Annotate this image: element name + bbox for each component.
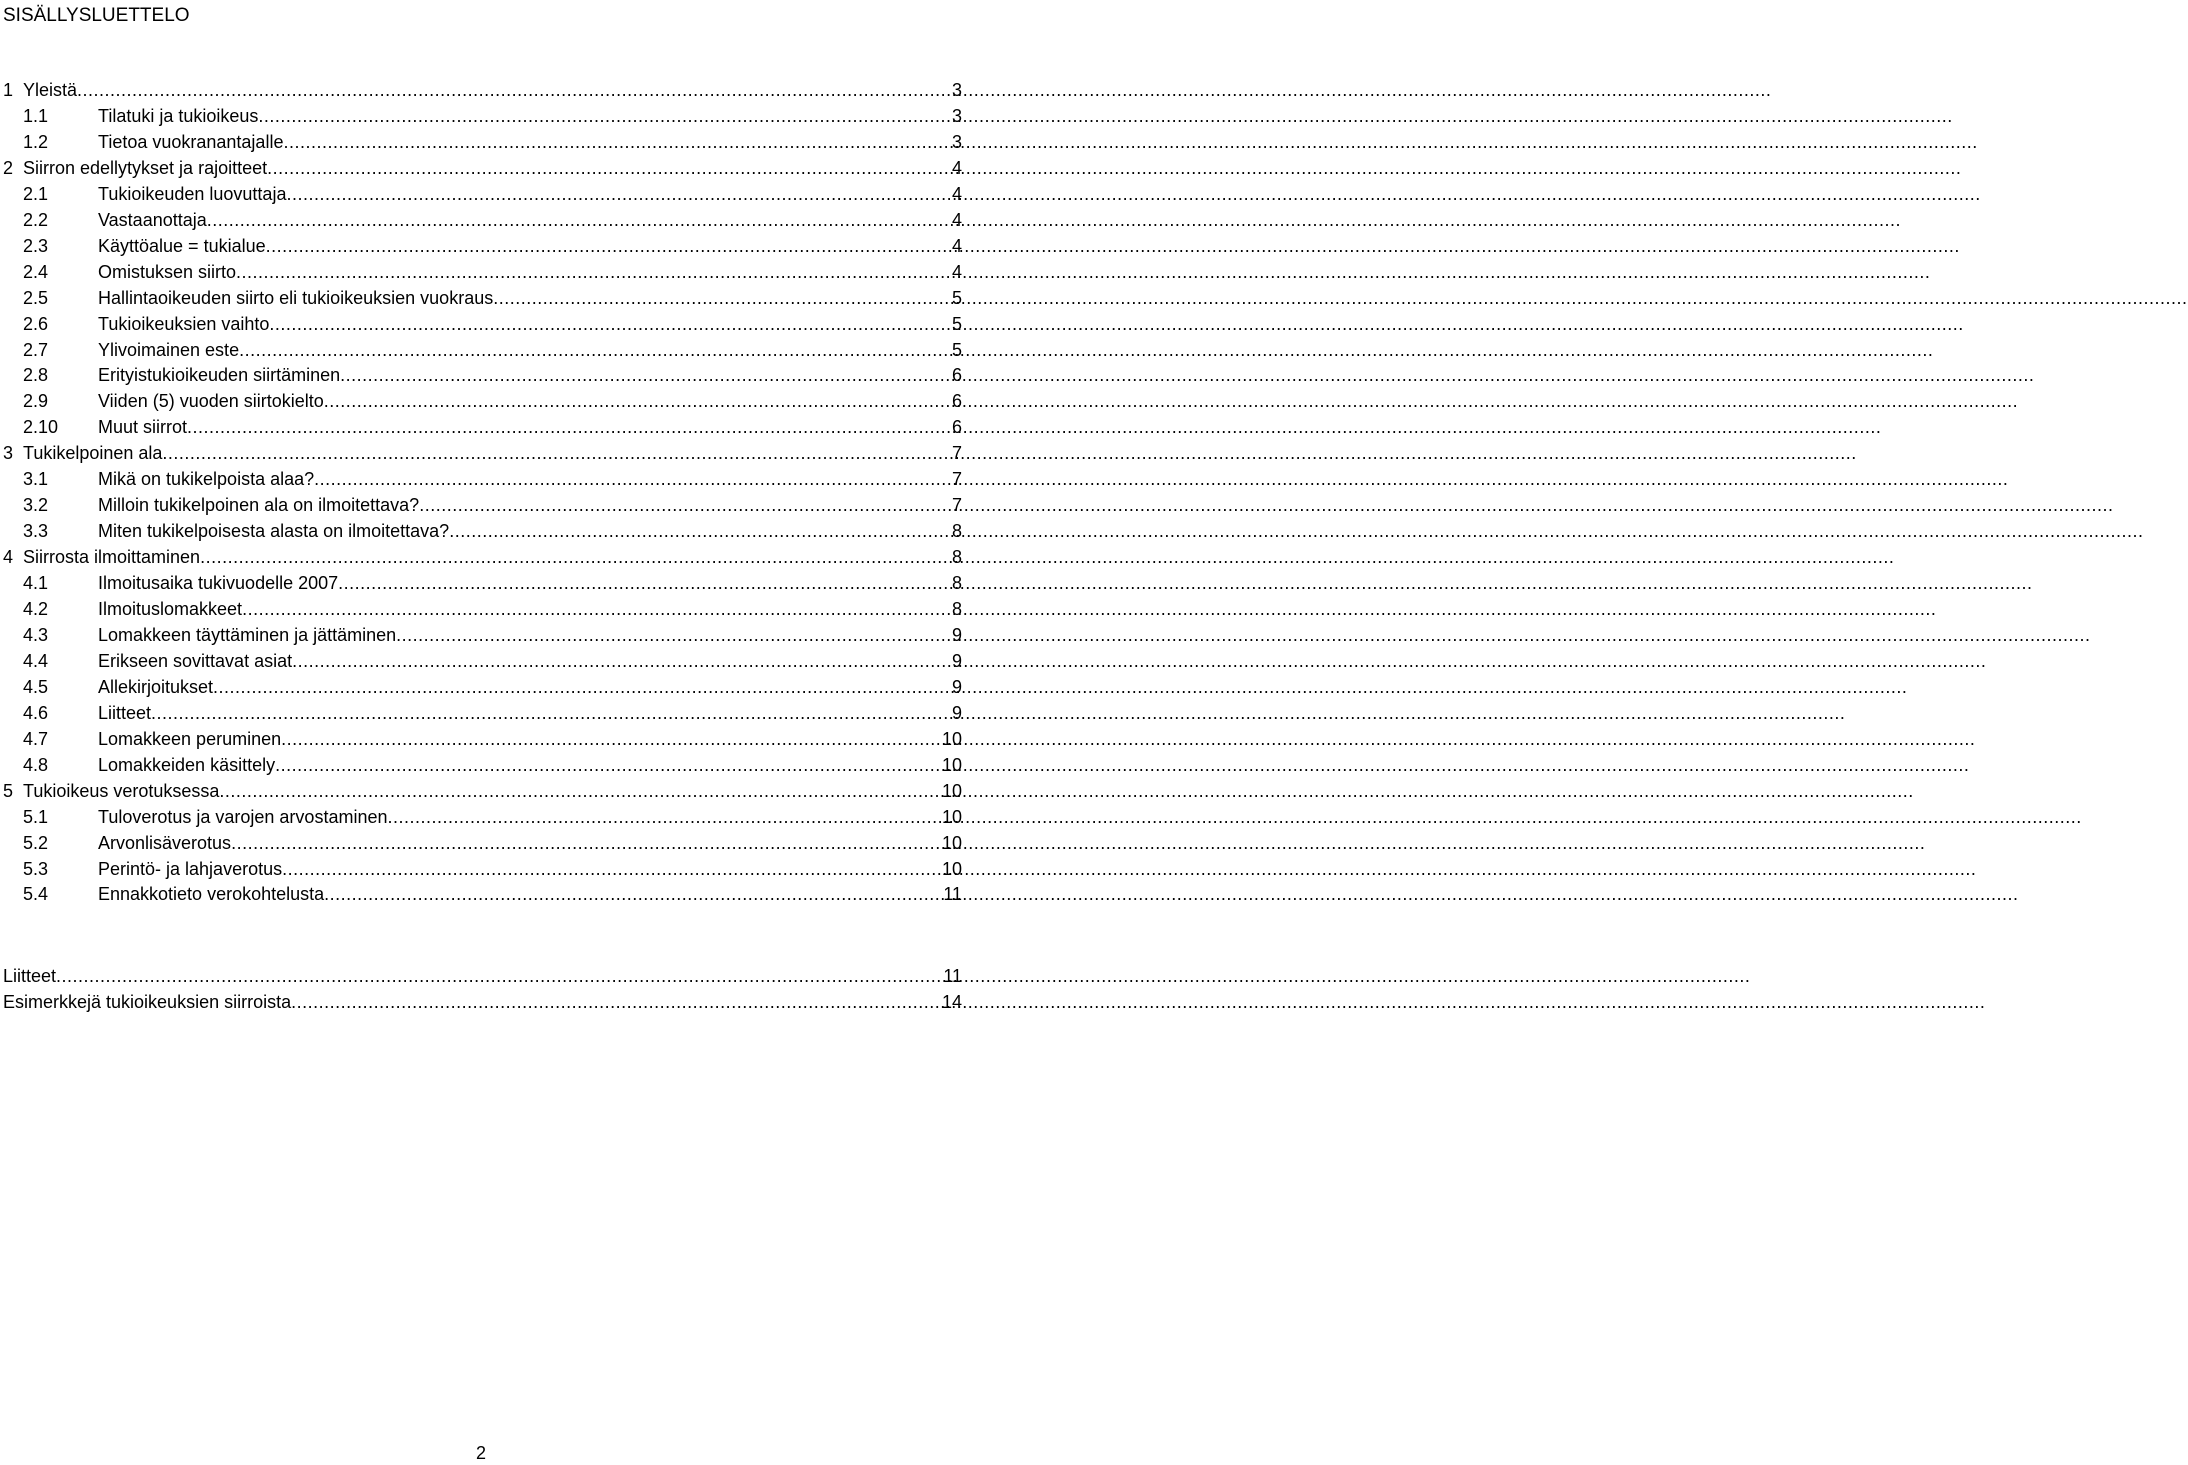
toc-entry-label: Liitteet [98,702,152,723]
toc-entry-label: Lomakkeen peruminen [98,728,282,749]
toc-entry-page: 5 [951,287,962,308]
toc-entry-page: 10 [941,858,962,879]
toc-entry[interactable] [0,233,962,259]
toc-entry-label: Perintö- ja lahjaverotus [98,858,283,879]
toc-entry-page: 4 [951,209,962,230]
dot-leader [282,856,941,882]
toc-entry-label: Siirron edellytykset ja rajoitteet [23,157,268,178]
toc-entry-label: Vastaanottaja [98,209,207,230]
dot-leader [449,518,951,544]
appendix-entry[interactable] [0,989,962,1015]
toc-entry-label: Käyttöalue = tukialue [98,235,266,256]
toc-entry[interactable] [0,648,962,674]
toc-entry-number: 3.3 [23,521,49,542]
dot-leader [387,804,940,830]
toc-entry-label: Ilmoitusaika tukivuodelle 2007 [98,573,339,594]
toc-entry-number: 4.8 [23,754,49,775]
toc-entry-page: 4 [951,235,962,256]
toc-entry-page: 10 [941,780,962,801]
toc-entry-number: 2 [3,157,14,178]
toc-entry-page: 3 [951,131,962,152]
toc-entry-number: 2.8 [23,365,49,386]
toc-entry-page: 7 [951,443,962,464]
toc-entry-number: 5.1 [23,806,49,827]
dot-leader [396,622,951,648]
dot-leader [77,77,951,103]
toc-entry-page: 6 [951,391,962,412]
toc-entry-number: 2.1 [23,183,49,204]
dot-leader [242,596,951,622]
dot-leader [187,414,951,440]
toc-entry-label: Mikä on tukikelpoista alaa? [98,469,315,490]
toc-entry-label: Lomakkeen täyttäminen ja jättäminen [98,624,397,645]
toc-entry-page: 9 [951,624,962,645]
dot-leader [200,544,951,570]
toc-entry-label: Siirrosta ilmoittaminen [23,547,201,568]
toc-entry-number: 2.2 [23,209,49,230]
toc-entry-page: 5 [951,313,962,334]
toc-entry-label: Tukioikeuden luovuttaja [98,183,287,204]
toc-entry-label: Tukioikeus verotuksessa [23,780,220,801]
toc-entry[interactable] [0,674,962,700]
toc-entry-page: 11 [943,884,962,905]
toc-entry-label: Arvonlisäverotus [98,832,232,853]
toc-entry-label: Erikseen sovittavat asiat [98,650,293,671]
dot-leader [324,388,951,414]
toc-entry[interactable] [0,466,962,492]
toc-entry-page: 10 [941,832,962,853]
toc-entry[interactable] [0,207,962,233]
toc-entry-label: Tietoa vuokranantajalle [98,131,284,152]
toc-entry[interactable] [0,155,962,181]
toc-entry[interactable] [0,181,962,207]
toc-entry-number: 4 [3,547,14,568]
toc-entry[interactable] [0,337,962,363]
toc-entry-label: Ilmoituslomakkeet [98,599,243,619]
toc-entry-number: 4.7 [23,728,49,749]
dot-leader [269,311,951,337]
toc-entry-page: 4 [951,261,962,282]
toc-entry[interactable] [0,440,962,466]
toc-entry-page: 10 [941,806,962,827]
dot-leader [236,259,951,285]
toc-entry-number: 5.3 [23,858,49,879]
dot-leader [338,570,951,596]
toc-entry-number: 4.3 [23,624,49,645]
toc-entry-label: Miten tukikelpoisesta alasta on ilmoitettava? [98,521,450,542]
dot-leader [275,752,941,778]
toc-entry-number: 4.2 [23,599,49,619]
toc-entry[interactable] [0,726,962,752]
toc-entry-number: 5 [3,780,14,801]
toc-entry[interactable] [0,881,962,907]
toc-entry[interactable] [0,570,962,596]
dot-leader [207,207,951,233]
page-number: 2 [475,1443,486,1463]
toc-entry-label: Ylivoimainen este [98,339,240,360]
toc-entry-number: 3 [3,443,14,464]
dot-leader [219,778,941,804]
toc-entry[interactable] [0,778,962,804]
toc-entry-page: 9 [951,676,962,697]
toc-entry-page: 9 [951,650,962,671]
toc-entry-page: 7 [951,495,962,516]
toc-entry-number: 5.2 [23,832,49,853]
toc-entry-number: 2.7 [23,339,49,360]
dot-leader [340,362,951,388]
toc-entry-label: Milloin tukikelpoinen ala on ilmoitettava? [98,495,420,516]
toc-entry-number: 4.6 [23,702,49,723]
toc-entry-label: Tukikelpoinen ala [23,443,163,464]
toc-entry[interactable] [0,388,962,414]
toc-entry-label: Allekirjoitukset [98,676,214,697]
toc-entry-page: 3 [951,105,962,126]
toc-entry-label: Lomakkeiden käsittely [98,754,276,775]
toc-entry[interactable] [0,285,962,311]
toc-entry-number: 2.3 [23,235,49,256]
toc-entry[interactable] [0,544,962,570]
toc-entry-page: 8 [951,599,962,619]
toc-entry[interactable] [0,752,962,778]
toc-entry-page: 8 [951,547,962,568]
dot-leader [493,285,951,311]
toc-entry-label: Yleistä [23,80,78,100]
toc-entry-number: 1 [3,80,14,100]
appendix-entry-label: Liitteet [3,966,57,986]
toc-entry-label: Tukioikeuksien vaihto [98,313,270,334]
dot-leader [213,674,951,700]
toc-entry-number: 2.6 [23,313,49,334]
toc-entry-number: 2.9 [23,391,49,412]
appendix-entry[interactable] [0,963,962,989]
toc-entry-page: 8 [951,521,962,542]
toc-entry-label: Ennakkotieto verokohtelusta [98,884,325,905]
toc-entry-number: 5.4 [23,884,49,905]
toc-entry-number: 3.2 [23,495,49,516]
dot-leader [231,830,941,856]
toc-entry-number: 1.2 [23,131,49,152]
toc-entry-page: 7 [951,469,962,490]
toc-entry-label: Tuloverotus ja varojen arvostaminen [98,806,388,827]
toc-entry-number: 4.5 [23,676,49,697]
appendix-entry-label: Esimerkkejä tukioikeuksien siirroista [3,991,292,1012]
dot-leader [286,181,951,207]
dot-leader [267,155,951,181]
dot-leader [281,726,941,752]
toc-entry-page: 6 [951,417,962,438]
toc-entry[interactable] [0,129,962,155]
toc-entry[interactable] [0,622,962,648]
dot-leader [266,233,951,259]
toc-entry-page: 3 [951,80,962,100]
dot-leader [283,129,951,155]
appendix-entry-page: 11 [943,966,962,986]
toc-entry-page: 10 [941,754,962,775]
toc-entry-page: 4 [951,157,962,178]
dot-leader [292,648,951,674]
toc-entry[interactable] [0,830,962,856]
toc-entry-page: 5 [951,339,962,360]
toc-entry-number: 4.1 [23,573,49,594]
toc-entry-label: Viiden (5) vuoden siirtokielto [98,391,324,412]
toc-entry[interactable] [0,804,962,830]
toc-entry-number: 4.4 [23,650,49,671]
toc-entry-number: 3.1 [23,469,49,490]
document-title: SISÄLLYSLUETTELO [3,5,190,26]
dot-leader [258,103,951,129]
toc-entry-number: 2.5 [23,287,49,308]
toc-entry-label: Erityistukioikeuden siirtäminen [98,365,341,386]
toc-entry[interactable] [0,77,962,103]
toc-entry[interactable] [0,414,962,440]
dot-leader [324,881,942,907]
toc-entry-number: 2.4 [23,261,49,282]
toc-entry-page: 4 [951,183,962,204]
toc-entry-label: Tilatuki ja tukioikeus [98,105,259,126]
dot-leader [419,492,951,518]
dot-leader [151,700,951,726]
toc-entry-page: 8 [951,573,962,594]
toc-entry-page: 10 [941,728,962,749]
toc-entry-label: Hallintaoikeuden siirto eli tukioikeuksien vuokraus [98,287,494,308]
dot-leader [314,466,951,492]
toc-entry-page: 9 [951,702,962,723]
toc-entry[interactable] [0,596,962,622]
toc-entry[interactable] [0,362,962,388]
toc-entry[interactable] [0,518,962,544]
toc-entry[interactable] [0,856,962,882]
toc-entry-number: 2.10 [23,417,59,438]
toc-entry[interactable] [0,103,962,129]
dot-leader [56,963,942,989]
toc-entry[interactable] [0,311,962,337]
dot-leader [239,337,951,363]
toc-entry-label: Omistuksen siirto [98,261,237,282]
dot-leader [291,989,941,1015]
appendix-entry-page: 14 [941,991,962,1012]
toc-entry-number: 1.1 [23,105,49,126]
toc-entry[interactable] [0,700,962,726]
toc-entry-page: 6 [951,365,962,386]
toc-entry[interactable] [0,259,962,285]
toc-entry[interactable] [0,492,962,518]
dot-leader [162,440,951,466]
toc-entry-label: Muut siirrot [98,417,188,438]
